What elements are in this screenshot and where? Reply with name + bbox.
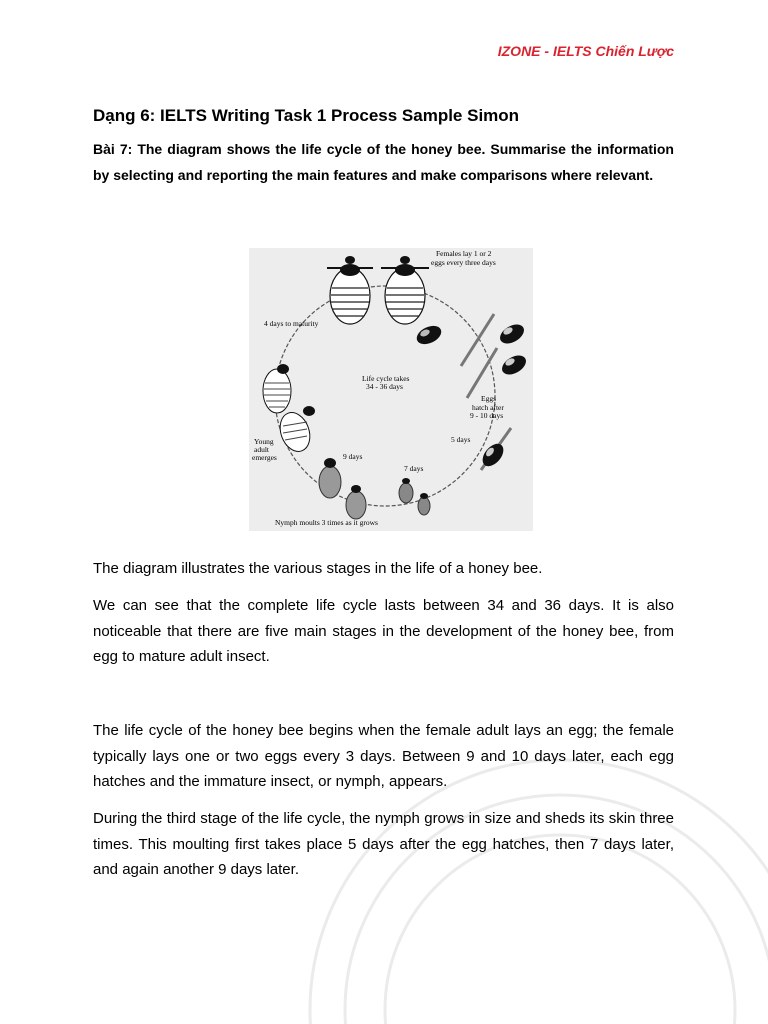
adult-bee-icon	[327, 256, 373, 324]
egg-on-stem-icon	[467, 348, 529, 398]
label-5-days: 5 days	[451, 435, 471, 444]
label-eggs-3: 9 - 10 days	[470, 411, 504, 420]
label-young-adult-2: adult	[254, 445, 269, 454]
label-eggs-2: hatch after	[472, 403, 504, 412]
label-maturity: 4 days to maturity	[264, 319, 319, 328]
brand-header: IZONE - IELTS Chiến Lược	[497, 43, 674, 59]
task-prompt: Bài 7: The diagram shows the life cycle of the honey bee. Summarise the information by selecting and reporting the main features and make comparisons where relevant.	[93, 141, 674, 183]
label-9-days: 9 days	[343, 452, 363, 461]
label-cycle-duration-2: 34 - 36 days	[366, 382, 403, 391]
page-title: Dạng 6: IELTS Writing Task 1 Process Sample Simon	[93, 106, 520, 125]
paragraph: During the third stage of the life cycle, the nymph grows in size and sheds its skin three times. This moulting first takes place 5 days after the egg hatches, then 7 days later, and again another 9 days later.	[93, 810, 674, 878]
paragraph: We can see that the complete life cycle lasts between 34 and 36 days. It is also noticeable that there are five main stages in the development of the honey bee, from egg to mature adult insect.	[93, 597, 674, 665]
label-nymph-moults: Nymph moults 3 times as it grows	[275, 518, 378, 527]
paragraph: The life cycle of the honey bee begins when the female adult lays an egg; the female typically lays one or two eggs every 3 days. Between 9 and 10 days later, each egg hatches and the immature insect, or nymph, appears.	[93, 722, 674, 790]
paragraph: The diagram illustrates the various stages in the life of a honey bee.	[93, 560, 543, 577]
label-cycle-duration: Life cycle takes	[362, 374, 410, 383]
label-young-adult-3: emerges	[252, 453, 277, 462]
bee-life-cycle-diagram	[249, 248, 533, 531]
label-young-adult: Young	[254, 437, 274, 446]
hatching-egg-icon	[479, 428, 511, 470]
egg-icon	[414, 322, 444, 347]
label-7-days: 7 days	[404, 464, 424, 473]
nymph-icon	[346, 485, 366, 519]
nymph-icon	[263, 364, 291, 413]
nymph-icon	[319, 458, 341, 498]
label-females-lay-2: eggs every three days	[431, 258, 496, 267]
label-females-lay: Females lay 1 or 2	[436, 249, 492, 258]
nymph-icon	[275, 406, 315, 456]
nymph-icon	[399, 478, 413, 503]
female-bee-icon	[381, 256, 429, 324]
label-eggs: Eggs	[481, 394, 496, 403]
nymph-icon	[418, 493, 430, 515]
